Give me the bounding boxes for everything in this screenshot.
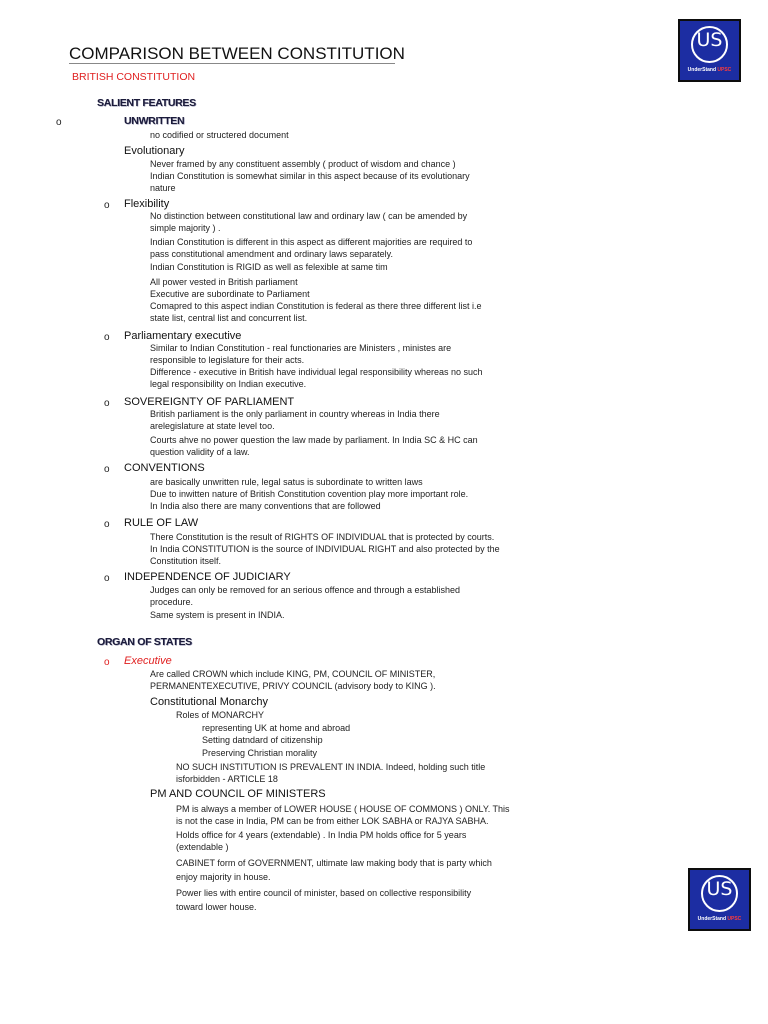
- flexibility-line: state list, central list and concurrent list.: [150, 313, 308, 323]
- flexibility-line: No distinction between constitutional law and ordinary law ( can be amended by: [150, 211, 468, 221]
- sovereignty-title: SOVEREIGNTY OF PARLIAMENT: [124, 396, 295, 408]
- pm-line: PM is always a member of LOWER HOUSE ( HOUSE OF COMMONS ) ONLY. This: [176, 804, 510, 814]
- judiciary-line: procedure.: [150, 597, 194, 607]
- judiciary-title: INDEPENDENCE OF JUDICIARY: [124, 571, 291, 583]
- parliamentary-line: legal responsibility on Indian executive.: [150, 379, 307, 389]
- section-subtitle: BRITISH CONSTITUTION: [72, 71, 196, 83]
- logo-tagline: UnderStand UPSC: [687, 67, 732, 73]
- pm-line: CABINET form of GOVERNMENT, ultimate law making body that is party which: [176, 858, 492, 868]
- judiciary-line: Judges can only be removed for an serious offence and through a established: [150, 585, 461, 595]
- circle-bullet-icon: o: [104, 573, 110, 584]
- circle-bullet-icon: o: [104, 200, 110, 211]
- unwritten-title: UNWRITTEN: [124, 115, 185, 127]
- rule-of-law-title: RULE OF LAW: [124, 517, 199, 529]
- logo-text: US: [696, 29, 723, 51]
- executive-line: PERMANENTEXECUTIVE, PRIVY COUNCIL (advisory body to KING ).: [150, 681, 436, 691]
- conventions-line: In India also there are many conventions that are followed: [150, 501, 381, 511]
- sovereignty-line: question validity of a law.: [150, 447, 250, 457]
- title-underline: [69, 63, 395, 64]
- flexibility-line: simple majority ) .: [150, 223, 221, 233]
- parliamentary-line: Similar to Indian Constitution - real functionaries are Ministers , ministes are: [150, 343, 452, 353]
- pm-line: toward lower house.: [176, 902, 257, 912]
- pm-line: Holds office for 4 years (extendable) . In India PM holds office for 5 years: [176, 830, 467, 840]
- evolutionary-line: nature: [150, 183, 176, 193]
- monarchy-role: representing UK at home and abroad: [202, 723, 351, 733]
- monarchy-role: Preserving Christian morality: [202, 748, 318, 758]
- pm-line: (extendable ): [176, 842, 229, 852]
- flexibility-line: Indian Constitution is different in this aspect as different majorities are required to: [150, 237, 473, 247]
- rule-of-law-line: Constitution itself.: [150, 556, 222, 566]
- sovereignty-line: British parliament is the only parliament in country whereas in India there: [150, 409, 440, 419]
- judiciary-line: Same system is present in INDIA.: [150, 610, 285, 620]
- flexibility-line: Executive are subordinate to Parliament: [150, 289, 310, 299]
- conventions-line: are basically unwritten rule, legal satus is subordinate to written laws: [150, 477, 423, 487]
- conventions-line: Due to inwitten nature of British Constitution covention play more important role.: [150, 489, 469, 499]
- flexibility-line: Comapred to this aspect indian Constitution is federal as there three different list i.e: [150, 301, 482, 311]
- executive-line: Are called CROWN which include KING, PM, COUNCIL OF MINISTER,: [150, 669, 436, 679]
- evolutionary-title: Evolutionary: [124, 145, 185, 157]
- parliamentary-line: responsible to legislature for their acts.: [150, 355, 305, 365]
- organ-of-states-heading: ORGAN OF STATES: [97, 636, 192, 648]
- circle-bullet-icon: o: [104, 398, 110, 409]
- pm-council-title: PM AND COUNCIL OF MINISTERS: [150, 788, 326, 800]
- circle-bullet-icon: o: [104, 519, 110, 530]
- logo-tagline: UnderStand UPSC: [697, 916, 742, 922]
- page-title: COMPARISON BETWEEN CONSTITUTION: [69, 44, 405, 63]
- monarchy-note: NO SUCH INSTITUTION IS PREVALENT IN INDIA. Indeed, holding such title: [176, 762, 486, 772]
- logo-text: US: [706, 878, 733, 900]
- rule-of-law-line: There Constitution is the result of RIGHTS OF INDIVIDUAL that is protected by courts.: [150, 532, 495, 542]
- pm-line: enjoy majority in house.: [176, 872, 271, 882]
- circle-bullet-icon: o: [104, 332, 110, 343]
- rule-of-law-line: In India CONSTITUTION is the source of INDIVIDUAL RIGHT and also protected by the: [150, 544, 500, 554]
- flexibility-title: Flexibility: [124, 198, 170, 210]
- evolutionary-line: Never framed by any constituent assembly ( product of wisdom and chance ): [150, 159, 456, 169]
- flexibility-line: pass constitutional amendment and ordinary laws separately.: [150, 249, 393, 259]
- executive-title: Executive: [124, 655, 172, 667]
- pm-line: is not the case in India, PM can be from either LOK SABHA or RAJYA SABHA.: [176, 816, 489, 826]
- circle-bullet-icon: o: [104, 464, 110, 475]
- circle-bullet-icon: o: [56, 117, 62, 128]
- unwritten-line: no codified or structered document: [150, 130, 289, 140]
- monarchy-role: Setting datndard of citizenship: [202, 735, 323, 745]
- circle-bullet-icon: o: [104, 657, 110, 668]
- conventions-title: CONVENTIONS: [124, 462, 205, 474]
- flexibility-line: All power vested in British parliament: [150, 277, 298, 287]
- monarchy-title: Constitutional Monarchy: [150, 696, 269, 708]
- pm-line: Power lies with entire council of minister, based on collective responsibility: [176, 888, 472, 898]
- logo-top: [678, 19, 741, 82]
- flexibility-line: Indian Constitution is RIGID as well as felexible at same tim: [150, 262, 388, 272]
- evolutionary-line: Indian Constitution is somewhat similar in this aspect because of its evolutionary: [150, 171, 470, 181]
- parliamentary-line: Difference - executive in British have individual legal responsibility whereas no such: [150, 367, 483, 377]
- monarchy-note: isforbidden - ARTICLE 18: [176, 774, 278, 784]
- salient-features-heading: SALIENT FEATURES: [97, 97, 196, 109]
- logo-bottom: [688, 868, 751, 931]
- sovereignty-line: arelegislature at state level too.: [150, 421, 275, 431]
- monarchy-roles-title: Roles of MONARCHY: [176, 710, 265, 720]
- sovereignty-line: Courts ahve no power question the law made by parliament. In India SC & HC can: [150, 435, 478, 445]
- parliamentary-executive-title: Parliamentary executive: [124, 330, 242, 342]
